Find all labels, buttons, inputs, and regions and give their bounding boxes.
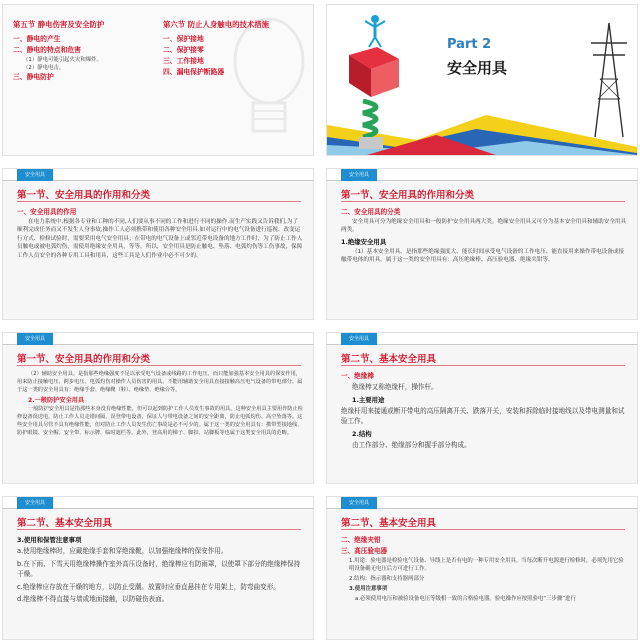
slide-heading: 第二节、基本安全用具: [341, 354, 437, 365]
section5-column: [13, 19, 153, 83]
sub-heading-black: 1.绝缘安全用具: [341, 237, 387, 246]
slide-body: [341, 535, 627, 605]
slide-heading: 第一节、安全用具的作用和分类: [17, 190, 151, 201]
tab-label: 安全用具: [341, 497, 377, 509]
section6-item-4: 四、漏电保护断路器: [163, 68, 225, 76]
part-number: Part 2: [447, 37, 492, 52]
slide-5-auxiliary[interactable]: [2, 332, 314, 484]
sub-heading: 2.一般防护安全用具: [28, 397, 85, 405]
tab-bar: [327, 497, 637, 509]
paragraph-2: （1）基本安全用具。是指那些绝缘强度大、能长时间承受电气设备的工作电压、能直接用来操作带电设备或接触带电体的用具。属于这一类的安全用具有：高压绝缘棒、高压验电器、绝缘夹钳等。: [341, 248, 625, 264]
note-a: a.使用绝缘棒时，应戴绝缘手套和穿绝缘靴，以加强绝缘棒的保安作用。: [17, 547, 228, 555]
paragraph: 绝缘杆用来接通或断开带电的高压隔离开关、跌落开关，安装和拆除临时接地线以及带电测量和试验工作。: [341, 406, 625, 426]
section5-item-3: 三、静电防护: [13, 73, 54, 81]
tab-bar: [3, 497, 313, 509]
slide-heading: 第一节、安全用具的作用和分类: [17, 354, 151, 365]
section6-item-1: 一、保护接地: [163, 35, 204, 43]
slide-3-purpose[interactable]: [2, 168, 314, 320]
sub-heading-detector: 三、高压验电器: [341, 547, 388, 555]
paragraph-2: 一般防护安全用具是指那些本身没有绝缘性能，但可以起到防护工作人员发生事故的用具。这种安全用具主要用作防止检修设备误送电，防止工作人员走错间隔、误登带电设备，保证人与带电设备之间的安全距离，防止电弧灼伤、高空坠落等。这些安全用具尽管不具有绝缘性能，但对防止工作人员发生伤亡事故是必不可少的。属于这一类的安全用具有：携带型接地线、防护眼镜、安全帽、安全带、标示牌、临时遮栏等。此外，登高用的梯子、脚扣、站脚板等也属于这类安全用具的范畴。: [17, 406, 303, 436]
heading-divider: [17, 529, 301, 530]
power-tower-icon: [589, 19, 629, 137]
tab-label: 安全用具: [17, 169, 53, 181]
tab-bar: [327, 169, 637, 181]
heading-divider: [341, 529, 625, 530]
slide-body: [17, 207, 303, 262]
cube-spring-illustration-icon: [337, 11, 407, 151]
section5-subitem-1: （1）静电可能引起火灾和爆炸。: [23, 57, 102, 63]
section5-item-1: 一、静电的产生: [13, 35, 61, 43]
note-b: b.在下雨、下雪天用绝缘棒操作室外高压设备时，绝缘棒应有防雨罩，以使罩下部分的绝缘棒保持干燥。: [17, 559, 301, 579]
sub-heading-structure: 2.结构: [352, 429, 372, 438]
sub-heading: 二、安全用具的分类: [341, 208, 401, 216]
heading-divider: [341, 365, 625, 366]
sub-heading-usage: 1.主要用途: [352, 395, 385, 404]
sub-heading-clamp: 二、绝缘夹钳: [341, 536, 381, 544]
slide-4-classification[interactable]: [326, 168, 638, 320]
slide-body: [17, 535, 303, 607]
heading-divider: [17, 365, 301, 366]
slide-heading: 第二节、基本安全用具: [17, 518, 113, 529]
line-1: 1.用途：验电器是检验电气设备、导线上是否有电的一种专用安全用具。当每次断开电源进行检修时，必须先用它验明设备确无电压后方可进行工作。: [349, 558, 624, 572]
note-c: c.绝缘棒应存放在干燥的地方，以防止受潮。放置时应垂直悬挂在专用架上，防弯曲变形。: [17, 582, 280, 591]
slide-6-insulating-rod[interactable]: [326, 332, 638, 484]
tab-label: 安全用具: [341, 333, 377, 345]
section5-item-2: 二、静电的特点和危害: [13, 46, 81, 54]
section6-item-3: 三、工作接地: [163, 57, 204, 65]
line-1: 绝缘棒又称绝缘杆，操作杆。: [352, 383, 438, 391]
sub-heading: 3.使用和保管注意事项: [17, 536, 82, 544]
slide-heading: 第二节、基本安全用具: [341, 518, 437, 529]
slide-2-cover[interactable]: [326, 4, 638, 156]
section5-subitem-2: （2）静电电击。: [23, 65, 65, 71]
note-d: d.绝缘棒不得直接与墙或地面接触，以防碰伤表面。: [17, 595, 169, 604]
line-2: 2.结构：指示器和支持器两部分: [349, 576, 425, 582]
line-3: 3.使用注意事项: [349, 586, 388, 592]
tab-bar: [3, 333, 313, 345]
sub-heading: 一、绝缘棒: [341, 372, 374, 380]
paragraph: 在电力系统中,根据各专业和工种的不同,人们要从事不同的工作和进行不同的操作.而生产实践又告诉我们,为了顺利完成任务而又不发生人身事故,操作工人必须携带和使用各种安全用具.如对运行中的电气设备进行巡视、改变运行方式、检修试验时，需要采用电气安全用具；在带电的电气设备上或邻近带电设备的地方工作时，为了防止工作人员触电或被电弧灼伤，需使用绝缘安全用具，等等。所以，安全用具是防止触电、坠落、电弧灼伤等工伤事故，保障工作人员安全的各种专用工具和用具，这些工具是人们作业中必不可少的。: [17, 219, 303, 259]
section6-title: 第六节 防止人身触电的技术措施: [163, 20, 270, 29]
heading-divider: [17, 201, 301, 202]
slide-8-clamp-and-detector[interactable]: [326, 496, 638, 640]
slide-7-usage-notes[interactable]: [2, 496, 314, 640]
cover-title: 安全用具: [447, 59, 508, 77]
section5-title: 第五节 静电伤害及安全防护: [13, 20, 105, 29]
section6-item-2: 二、保护接零: [163, 46, 204, 54]
paragraph: 安全用具可分为绝缘安全用具和一般防护安全用具两大类。绝缘安全用具又可分为基本安全用具和辅助安全用具两类。: [341, 219, 627, 234]
slide-body: [341, 207, 627, 267]
line-4: a.必须使用电压和被验设备电压等级相一致的合格验电器。验电操作应按照验电“三步骤”进行: [355, 596, 576, 602]
slide-heading: 第一节、安全用具的作用和分类: [341, 190, 475, 201]
tab-label: 安全用具: [341, 169, 377, 181]
tab-bar: [327, 333, 637, 345]
heading-divider: [341, 201, 625, 202]
tab-label: 安全用具: [17, 497, 53, 509]
slide-body: [341, 371, 627, 452]
section6-column: [163, 19, 303, 78]
slide-1-contents[interactable]: [2, 4, 314, 156]
line-2: 由工作部分、绝缘部分和握手部分构成。: [352, 440, 471, 449]
slide-body: [17, 371, 303, 440]
tab-label: 安全用具: [17, 333, 53, 345]
sub-heading: 一、安全用具的作用: [17, 208, 77, 216]
tab-bar: [3, 169, 313, 181]
paragraph: （2）辅助安全用具。是指那些绝缘强度不足以承受电气设备或线路的工作电压，而只能加强基本安全用具的保安作用，用来防止接触电压、跨步电压、电弧灼伤对操作人员伤害的用具。不能用辅助安全用具直接接触高压电气设备的带电部分。属于这一类的安全用具有：绝缘手套、绝缘靴（鞋）、绝缘垫、绝缘台等。: [17, 371, 303, 393]
